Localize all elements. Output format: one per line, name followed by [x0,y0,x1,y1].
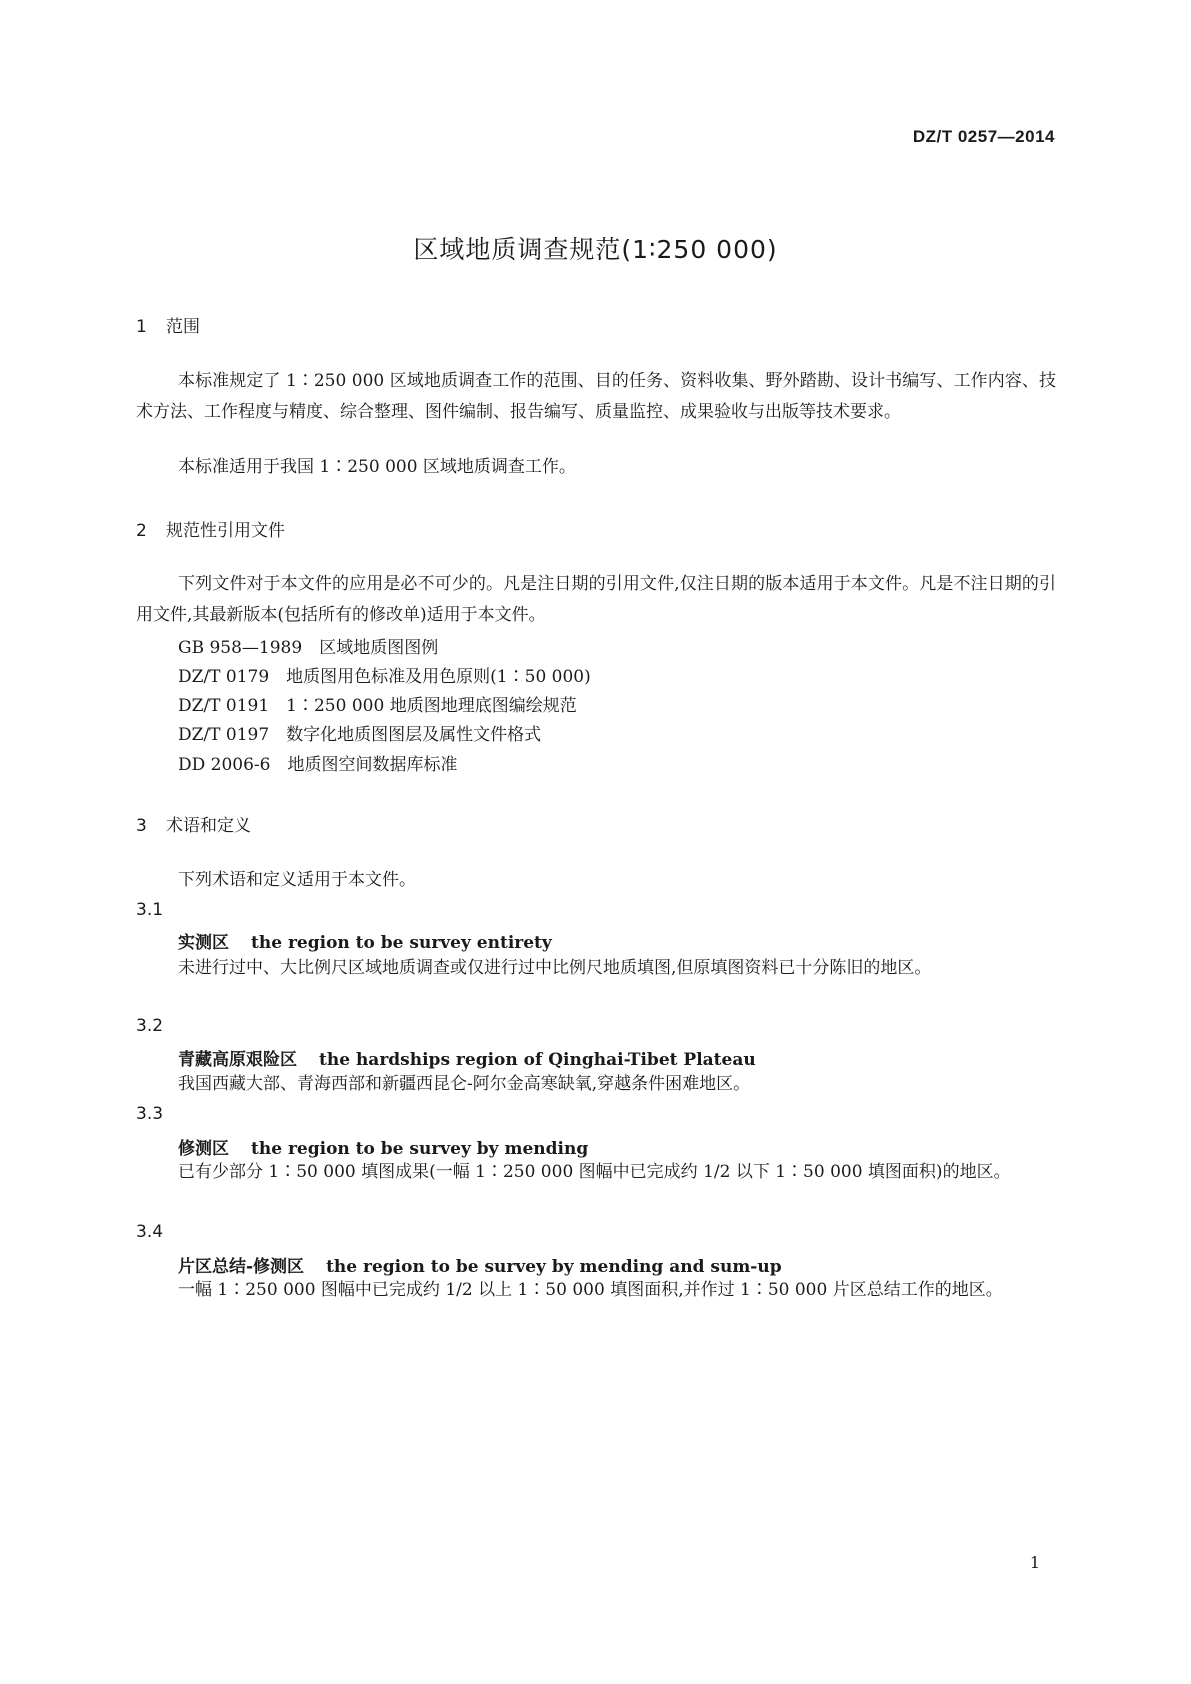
term-number: 3.1 [136,900,164,920]
terms-intro: 下列术语和定义适用于本文件。 [178,870,416,890]
section-number: 1 [136,317,147,337]
section-title: 规范性引用文件 [166,521,285,541]
reference-item: GB 958—1989 区域地质图图例 [178,638,439,658]
term-en: the region to be survey entirety [251,933,552,953]
section-number: 2 [136,521,147,541]
reference-item: DZ/T 0191 1∶250 000 地质图地理底图编绘规范 [178,696,577,716]
term-en: the region to be survey by mending and sum-up [326,1257,782,1277]
term-title [178,928,552,953]
term-definition: 未进行过中、大比例尺区域地质调查或仅进行过中比例尺地质填图,但原填图资料已十分陈旧的地区。 [178,958,932,978]
term-definition: 我国西藏大部、青海西部和新疆西昆仑-阿尔金高寒缺氧,穿越条件困难地区。 [178,1074,751,1094]
reference-item: DD 2006-6 地质图空间数据库标准 [178,755,458,775]
term-definition: 一幅 1∶250 000 图幅中已完成约 1/2 以上 1∶50 000 填图面积,并作过 1∶50 000 片区总结工作的地区。 [178,1280,1003,1300]
term-title [178,1134,588,1159]
term-definition: 已有少部分 1∶50 000 填图成果(一幅 1∶250 000 图幅中已完成约 1/2 以下 1∶50 000 填图面积)的地区。 [178,1162,1011,1182]
term-en: the hardships region of Qinghai-Tibet Plateau [319,1050,756,1070]
standard-code: DZ/T 0257—2014 [912,127,1055,146]
section-heading-scope [136,312,200,337]
section-heading-normative-references [136,516,285,541]
term-number: 3.4 [136,1222,164,1242]
scope-paragraph: 本标准规定了 1∶250 000 区域地质调查工作的范围、目的任务、资料收集、野外踏勘、设计书编写、工作内容、技术方法、工作程度与精度、综合整理、图件编制、报告编写、质量监控、成果验收与出版等技术要求。 [136,371,1056,422]
section-heading-terms [136,811,251,836]
term-zh: 修测区 [178,1139,229,1159]
term-en: the region to be survey by mending [251,1139,589,1159]
term-number: 3.2 [136,1016,164,1036]
section-number: 3 [136,816,147,836]
references-intro: 下列文件对于本文件的应用是必不可少的。凡是注日期的引用文件,仅注日期的版本适用于本文件。凡是不注日期的引用文件,其最新版本(包括所有的修改单)适用于本文件。 [136,574,1056,625]
scope-applicability: 本标准适用于我国 1∶250 000 区域地质调查工作。 [178,457,576,477]
page-title: 区域地质调查规范(1∶250 000) [413,235,778,264]
reference-item: DZ/T 0179 地质图用色标准及用色原则(1∶50 000) [178,667,591,687]
term-zh: 实测区 [178,933,229,953]
term-zh: 片区总结-修测区 [178,1257,305,1277]
term-zh: 青藏高原艰险区 [178,1050,297,1070]
page-number: 1 [1029,1553,1040,1572]
reference-item: DZ/T 0197 数字化地质图图层及属性文件格式 [178,725,542,745]
section-title: 范围 [166,317,200,337]
section-title: 术语和定义 [166,816,251,836]
term-number: 3.3 [136,1104,164,1124]
term-title [178,1252,782,1277]
term-title [178,1045,756,1070]
